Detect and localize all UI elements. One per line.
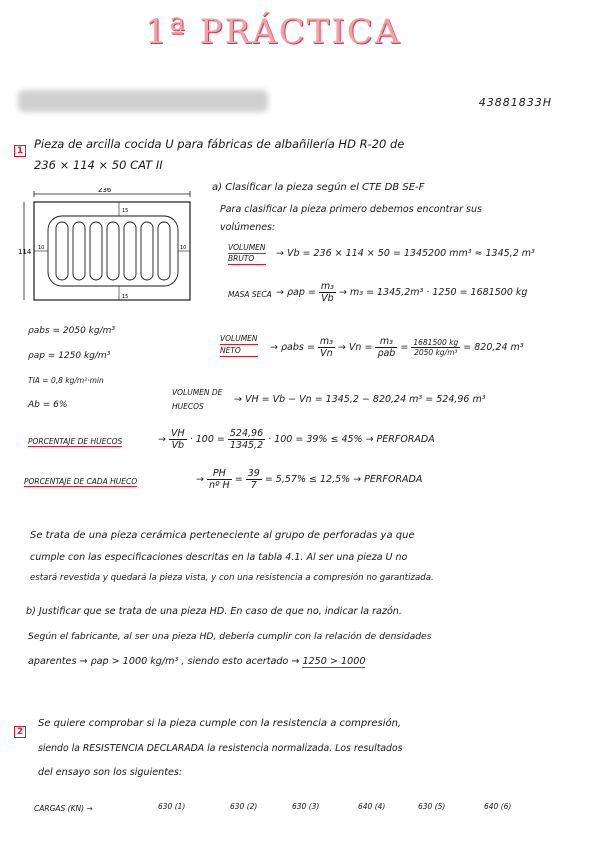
part-b-line1: Según el fabricante, al ser una pieza HD, debería cumplir con la relación de densidades (28, 631, 432, 642)
carga-value: 640 (4) (358, 802, 386, 811)
porc-huecos-label: PORCENTAJE DE HUECOS (28, 437, 123, 446)
cargas-label: CARGAS (KN) → (34, 804, 93, 813)
prop-rho-abs: ρabs = 2050 kg/m³ (28, 326, 115, 336)
ex1-intro-line2: 236 × 114 × 50 CAT II (34, 158, 163, 172)
masa-seca-label: MASA SECA (228, 290, 272, 299)
para-line1: Se trata de una pieza cerámica perteneciente al grupo de perforadas ya que (30, 530, 415, 541)
redacted-name (18, 90, 268, 112)
brick-length-label: 236 (98, 188, 112, 194)
para-line2: cumple con las especificaciones descritas en la tabla 4.1. Al ser una pieza U no (30, 552, 408, 563)
page-title: 1ª PRÁCTICA (145, 12, 402, 52)
carga-value: 630 (5) (418, 802, 446, 811)
vol-neto-label: VOLUMEN NETO (220, 334, 258, 355)
vol-neto-formula: → ρabs = $\frac{\text{m₃}}{Vn}$ → Vn = $\frac{\text{m₃}}{\text{ρab}}$ = $\frac{1681500 kg}{\text{2050 kg/m³}}$ = 820,24 m³ (270, 336, 524, 359)
prop-rho-ap: ρap = 1250 kg/m³ (28, 351, 111, 361)
carga-value: 630 (2) (230, 802, 258, 811)
brick-bottom-gap-label: 15 (122, 294, 129, 300)
prop-tia: TIA = 0,8 kg/m²·min (28, 376, 104, 385)
carga-value: 630 (1) (158, 802, 186, 811)
vol-huecos-formula: → VH = Vb − Vn = 1345,2 − 820,24 m³ = 524,96 m³ (234, 394, 486, 405)
prop-ab: Ab = 6% (28, 400, 68, 410)
para-line3: estará revestida y quedará la pieza vista, y con una resistencia a compresión no garantizada. (30, 573, 434, 583)
exercise-1-number-box: 1 (14, 138, 26, 157)
vol-huecos-label: VOLUMEN DE HUECOS (172, 388, 223, 411)
student-id: 43881833H (478, 96, 552, 109)
ex2-line3: del ensayo son los siguientes: (38, 767, 183, 778)
ex2-line2: siendo la RESISTENCIA DECLARADA la resistencia normalizada. Los resultados (38, 743, 403, 754)
porc-cada-formula: → $\frac{PH}{\text{nº H}}$ = $\frac{39}{7}$ = 5,57% ≤ 12,5% → PERFORADA (196, 468, 423, 491)
brick-top-gap-label: 15 (122, 208, 129, 214)
brick-width-label: 114 (18, 248, 32, 256)
carga-value: 630 (3) (292, 802, 320, 811)
ex1-intro-line1: Pieza de arcilla cocida U para fábricas de albañilería HD R-20 de (34, 137, 405, 151)
part-b-line2: aparentes → ρap > 1000 kg/m³ , siendo esto acertado → 1250 > 1000 (28, 656, 366, 667)
part-a-line2: volúmenes: (220, 222, 276, 233)
vol-bruto-label: VOLUMEN BRUTO (228, 243, 266, 263)
exercise-2-number-box: 2 (14, 719, 26, 738)
part-a-title: a) Clasificar la pieza según el CTE DB SE-F (212, 182, 425, 193)
porc-cada-label: PORCENTAJE DE CADA HUECO (24, 477, 138, 486)
porc-huecos-formula: → $\frac{VH}{Vb}$ · 100 = $\frac{524,96}{1345,2}$ · 100 = 39% ≤ 45% → PERFORADA (158, 428, 435, 451)
masa-seca-formula: → ρap = $\frac{\text{m₃}}{Vb}$ → m₃ = 1345,2m³ · 1250 = 1681500 kg (276, 281, 528, 304)
part-a-line1: Para clasificar la pieza primero debemos encontrar sus (220, 204, 482, 215)
vol-bruto-formula: → Vb = 236 × 114 × 50 = 1345200 mm³ ≈ 1345,2 m³ (276, 248, 535, 259)
brick-side-gap-label-left: 10 (38, 245, 45, 251)
carga-value: 640 (6) (484, 802, 512, 811)
ex2-line1: Se quiere comprobar si la pieza cumple con la resistencia a compresión, (38, 718, 402, 729)
part-b-title: b) Justificar que se trata de una pieza HD. En caso de que no, indicar la razón. (26, 606, 402, 617)
brick-diagram (18, 188, 203, 308)
brick-side-gap-label-right: 10 (180, 245, 187, 251)
